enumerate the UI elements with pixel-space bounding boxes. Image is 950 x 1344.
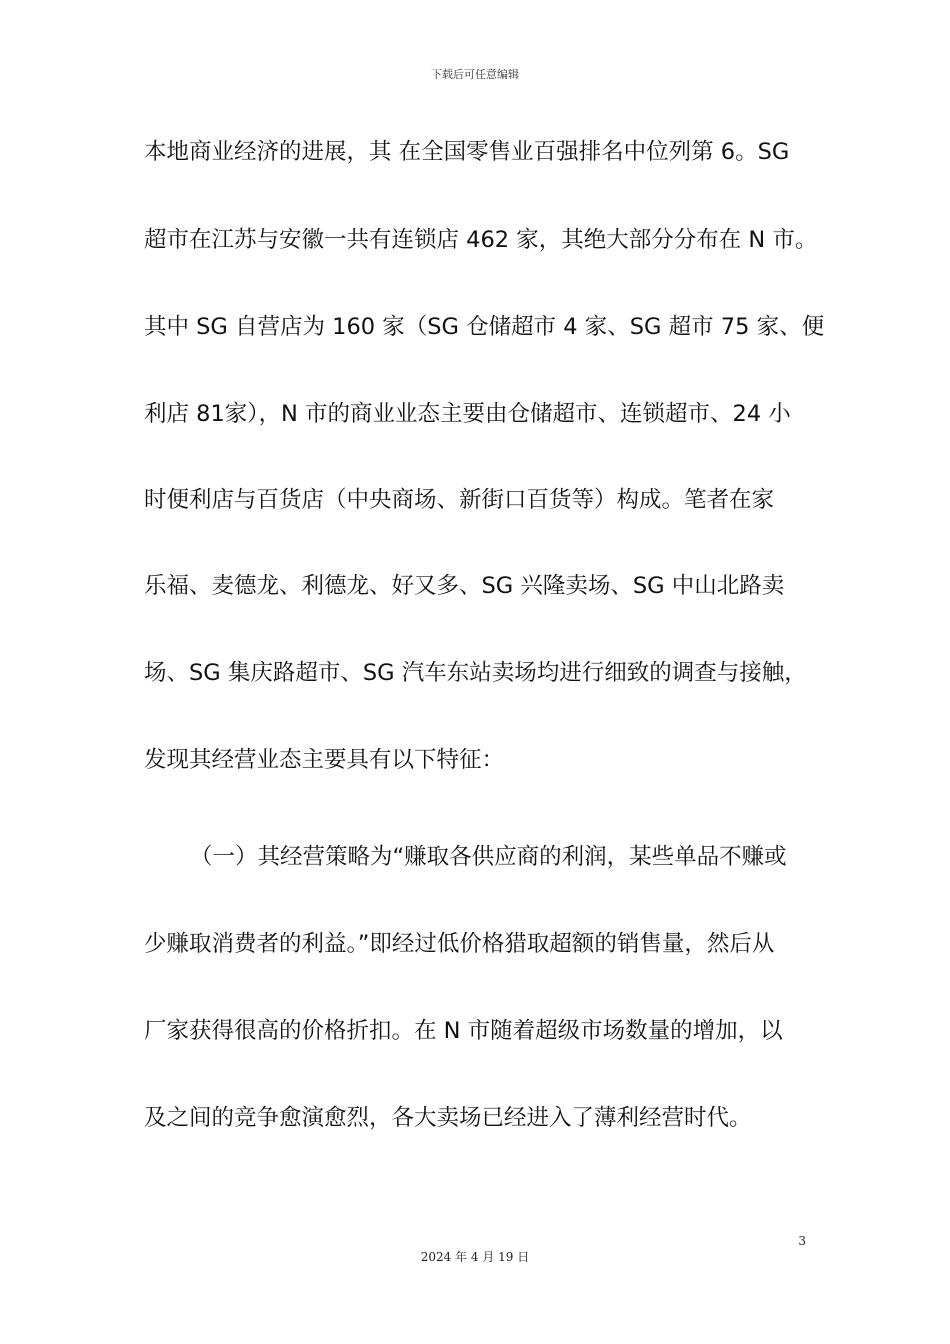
paragraph-line: 及之间的竞争愈演愈烈，各大卖场已经进入了薄利经营时代。 xyxy=(144,1105,752,1131)
paragraph-line: 本地商业经济的进展，其 在全国零售业百强排名中位列第 6。SG xyxy=(144,139,790,165)
paragraph-line: 场、SG 集庆路超市、SG 汽车东站卖场均进行细致的调查与接触， xyxy=(144,660,807,686)
paragraph-line: 乐福、麦德龙、利德龙、好又多、SG 兴隆卖场、SG 中山北路卖 xyxy=(144,573,785,599)
paragraph-line: 厂家获得很高的价格折扣。在 N 市随着超级市场数量的增加，以 xyxy=(144,1018,783,1044)
paragraph-line: 少赚取消费者的利益。”即经过低价格猎取超额的销售量，然后从 xyxy=(144,931,775,957)
paragraph-line: 利店 81家），N 市的商业业态主要由仓储超市、连锁超市、24 小 xyxy=(144,401,791,427)
paragraph-line: 时便利店与百货店（中央商场、新街口百货等）构成。笔者在家 xyxy=(144,487,775,513)
paragraph-first-line: （一）其经营策略为“赚取各供应商的利润，某些单品不赚或 xyxy=(190,844,787,870)
page-number: 3 xyxy=(798,1234,806,1248)
page-header: 下载后可任意编辑 xyxy=(431,68,519,81)
paragraph-line: 其中 SG 自营店为 160 家（SG 仓储超市 4 家、SG 超市 75 家、便 xyxy=(144,314,825,340)
footer-date: 2024 年 4 月 19 日 xyxy=(420,1250,530,1264)
paragraph-line: 超市在江苏与安徽一共有连锁店 462 家，其绝大部分分布在 N 市。 xyxy=(144,227,818,253)
paragraph-line: 发现其经营业态主要具有以下特征： xyxy=(144,747,505,773)
